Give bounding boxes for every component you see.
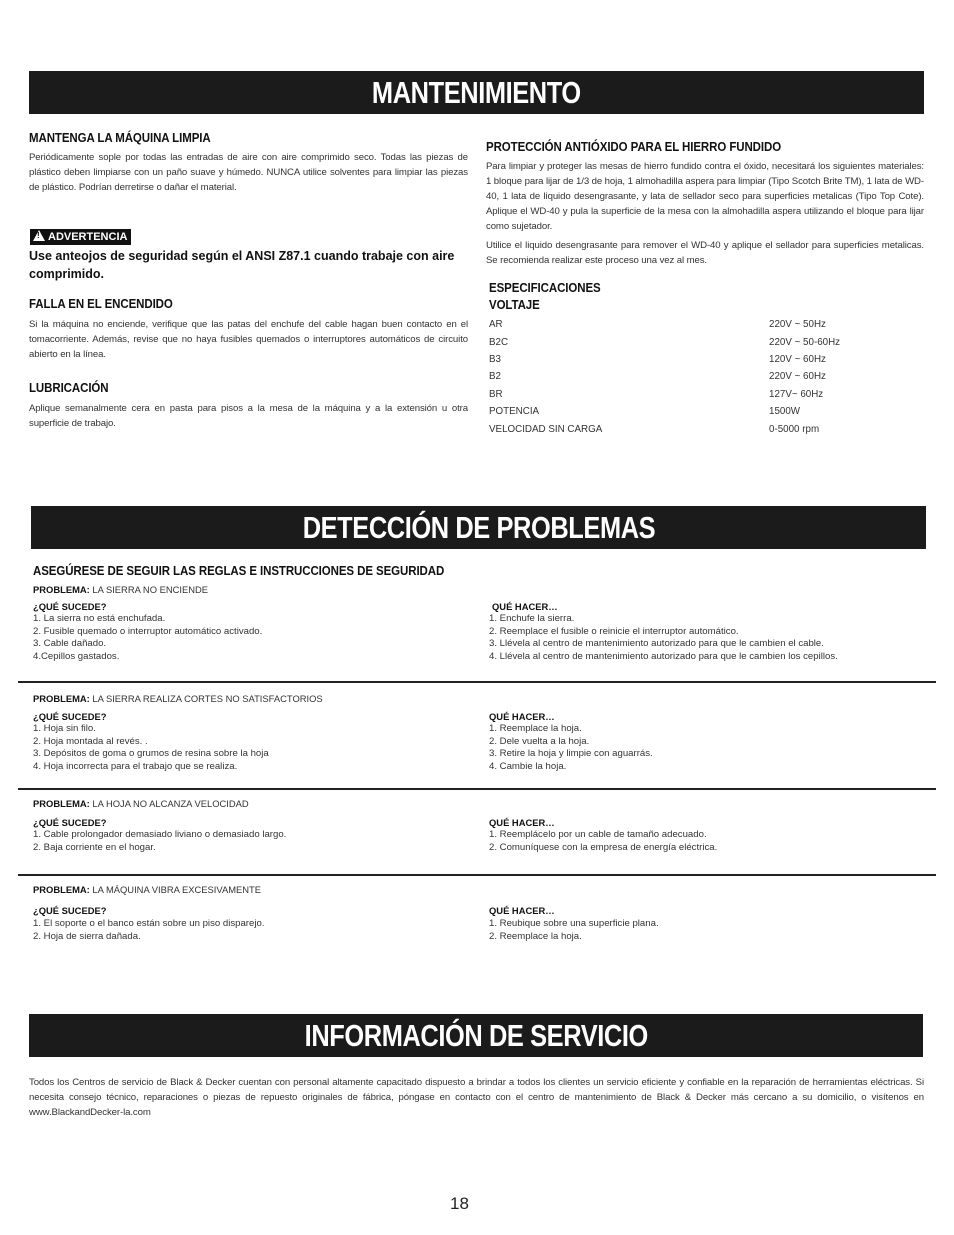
clean-heading: MANTENGA LA MÁQUINA LIMPIA [29,131,211,145]
list-item: 2. Fusible quemado o interruptor automático activado. [33,625,263,637]
service-title: INFORMACIÓN DE SERVICIO [304,1018,648,1053]
list-item: 1. Hoja sin filo. [33,723,96,734]
spec-value: 220V ~ 60Hz [769,371,826,383]
list-item: 1. Reemplácelo por un cable de tamaño adecuado. [489,829,707,840]
problem-label: PROBLEMA: [33,884,90,895]
list-item: 3. Retire la hoja y limpie con aguarrás. [489,748,653,760]
spec-value: 220V ~ 50-60Hz [769,336,841,348]
maintenance-title: MANTENIMIENTO [372,75,581,110]
spec-label: B3 [489,353,501,365]
troubleshooting-title: DETECCIÓN DE PROBLEMAS [302,510,655,545]
cause-label: ¿QUÉ SUCEDE? [33,817,107,828]
solution-list [489,829,717,854]
cause-label: ¿QUÉ SUCEDE? [33,601,107,612]
specs-table [489,316,929,438]
list-item: 2. Hoja de sierra dañada. [33,930,141,942]
spec-row [489,333,929,350]
problem-label: PROBLEMA: [33,798,90,809]
list-item: 1. El soporte o el banco están sobre un piso disparejo. [33,918,265,929]
power-failure-heading: FALLA EN EL ENCENDIDO [29,297,173,311]
spec-label: B2 [489,371,501,383]
list-item: 2. Reemplace el fusible o reinicie el interruptor automático. [489,625,739,637]
problem-4-line [33,884,261,895]
troubleshooting-banner [31,506,926,549]
spec-row [489,368,929,385]
power-failure-text: Si la máquina no enciende, verifique que las patas del enchufe del cable hagan buen contacto en el tomacorriente. Además, revise que no haya fusibles quemados o interruptores automáticos de circuito abierto en la línea. [29,319,468,360]
spec-row [489,420,929,437]
list-item: 2. Comuníquese con la empresa de energía eléctrica. [489,841,718,853]
spec-value: 127V~ 60Hz [769,388,824,400]
solution-label: QUÉ HACER… [489,711,555,722]
divider [18,681,936,683]
problem-1-line [33,584,208,595]
spec-label: VELOCIDAD SIN CARGA [489,423,603,435]
list-item: 3. Depósitos de goma o grumos de resina sobre la hoja [33,748,269,760]
list-item: 3. Cable dañado. [33,638,107,650]
cause-list [33,723,269,773]
lubrication-text: Aplique semanalmente cera en pasta para pisos a la mesa de la máquina y a la extensión u otra superficie de trabajo. [29,403,468,429]
list-item: 1. Reemplace la hoja. [489,723,582,734]
rust-text-2: Utilice el liquido desengrasante para remover el WD-40 y aplique el sellador para superficies metalicas. Se recomienda realizar este proceso una vez al mes. [486,240,924,266]
list-item: 4.Cepillos gastados. [33,650,120,662]
safety-note: ASEGÚRESE DE SEGUIR LAS REGLAS E INSTRUCCIONES DE SEGURIDAD [33,564,445,578]
list-item: 1. Reubique sobre una superficie plana. [489,918,659,929]
maintenance-banner [29,71,924,114]
spec-value: 1500W [769,406,801,418]
page-number: 18 [450,1194,469,1213]
problem-label: PROBLEMA: [33,584,90,595]
spec-row [489,386,929,403]
list-item: 2. Baja corriente en el hogar. [33,841,156,853]
solution-label: QUÉ HACER… [492,601,558,612]
problem-2-line [33,693,323,704]
spec-row [489,316,929,333]
lubrication-heading: LUBRICACIÓN [29,381,109,395]
solution-list [489,613,838,663]
solution-label: QUÉ HACER… [489,905,555,916]
clean-text: Periódicamente sople por todas las entradas de aire con aire comprimido seco. Todas las piezas de plástico deben limpiarse con un paño suave y húmedo. NUNCA utilice solventes para limpiar las piezas de plástico. Podrían derretirse o dañar el material. [29,152,468,193]
spec-value: 0-5000 rpm [769,423,820,435]
rust-heading: PROTECCIÓN ANTIÓXIDO PARA EL HIERRO FUNDIDO [486,140,782,154]
spec-label: AR [489,319,503,331]
list-item: 1. Cable prolongador demasiado liviano o demasiado largo. [33,829,287,840]
spec-row [489,403,929,420]
spec-label: POTENCIA [489,406,540,418]
problem-title: LA HOJA NO ALCANZA VELOCIDAD [92,798,249,809]
warning-icon [33,230,45,241]
spec-row [489,351,929,368]
list-item: 2. Dele vuelta a la hoja. [489,735,590,747]
list-item: 3. Llévela al centro de mantenimiento autorizado para que le cambien el cable. [489,638,824,650]
solution-list [489,918,659,943]
warning-badge [30,229,131,245]
cause-list [33,829,286,854]
solution-list [489,723,653,773]
cause-list [33,613,262,663]
warning-text: Use anteojos de seguridad según el ANSI Z87.1 cuando trabaje con aire comprimido. [29,249,455,281]
service-text: Todos los Centros de servicio de Black & Decker cuentan con personal altamente capacitado dispuesto a brindar a todos los clientes un servicio eficiente y confiable en la reparación de herramientas eléctricas. Si necesita consejo técnico, reparaciones o piezas de repuesto originales de fábrica, póngase en contacto con el centro de mantenimiento de Black & Decker más cercano a su domicilio, o visítenos en www.BlackandDecker-la.com [29,1077,924,1118]
list-item: 2. Hoja montada al revés. . [33,735,148,747]
warning-label: ADVERTENCIA [48,231,128,243]
cause-list [33,918,264,943]
rust-text-1: Para limpiar y proteger las mesas de hierro fundido contra el óxido, necesitará los siguientes materiales: 1 bloque para lijar de 1/3 de hoja, 1 almohadilla aspera para limpiar (Tipo Scotch Brite TM), 1 lata de WD-40, 1 lata de liquido desengrasante, y lata de sellador seco para superficies metalicas (Tipo Top Cote). Aplique el WD-40 y pula la superficie de la mesa con la almohadilla aspera utilizando el bloque para lijar como sujetador. [486,161,924,232]
problem-title: LA SIERRA NO ENCIENDE [92,584,209,595]
cause-label: ¿QUÉ SUCEDE? [33,905,107,916]
list-item: 1. Enchufe la sierra. [489,613,575,624]
spec-value: 220V ~ 50Hz [769,319,826,331]
voltage-subheading: VOLTAJE [489,298,540,312]
problem-3-line [33,798,249,809]
list-item: 1. La sierra no está enchufada. [33,613,166,624]
spec-label: B2C [489,336,509,348]
service-banner [29,1014,923,1057]
list-item: 4. Llévela al centro de mantenimiento autorizado para que le cambien los cepillos. [489,650,838,662]
problem-title: LA MÁQUINA VIBRA EXCESIVAMENTE [92,884,262,895]
spec-value: 120V ~ 60Hz [769,353,826,365]
list-item: 2. Reemplace la hoja. [489,930,582,942]
problem-title: LA SIERRA REALIZA CORTES NO SATISFACTORIOS [92,693,323,704]
specs-heading: ESPECIFICACIONES [489,281,601,295]
divider [18,788,936,790]
problem-label: PROBLEMA: [33,693,90,704]
divider [18,874,936,876]
spec-label: BR [489,388,503,400]
list-item: 4. Hoja incorrecta para el trabajo que se realiza. [33,760,238,772]
solution-label: QUÉ HACER… [489,817,555,828]
cause-label: ¿QUÉ SUCEDE? [33,711,107,722]
list-item: 4. Cambie la hoja. [489,760,567,772]
